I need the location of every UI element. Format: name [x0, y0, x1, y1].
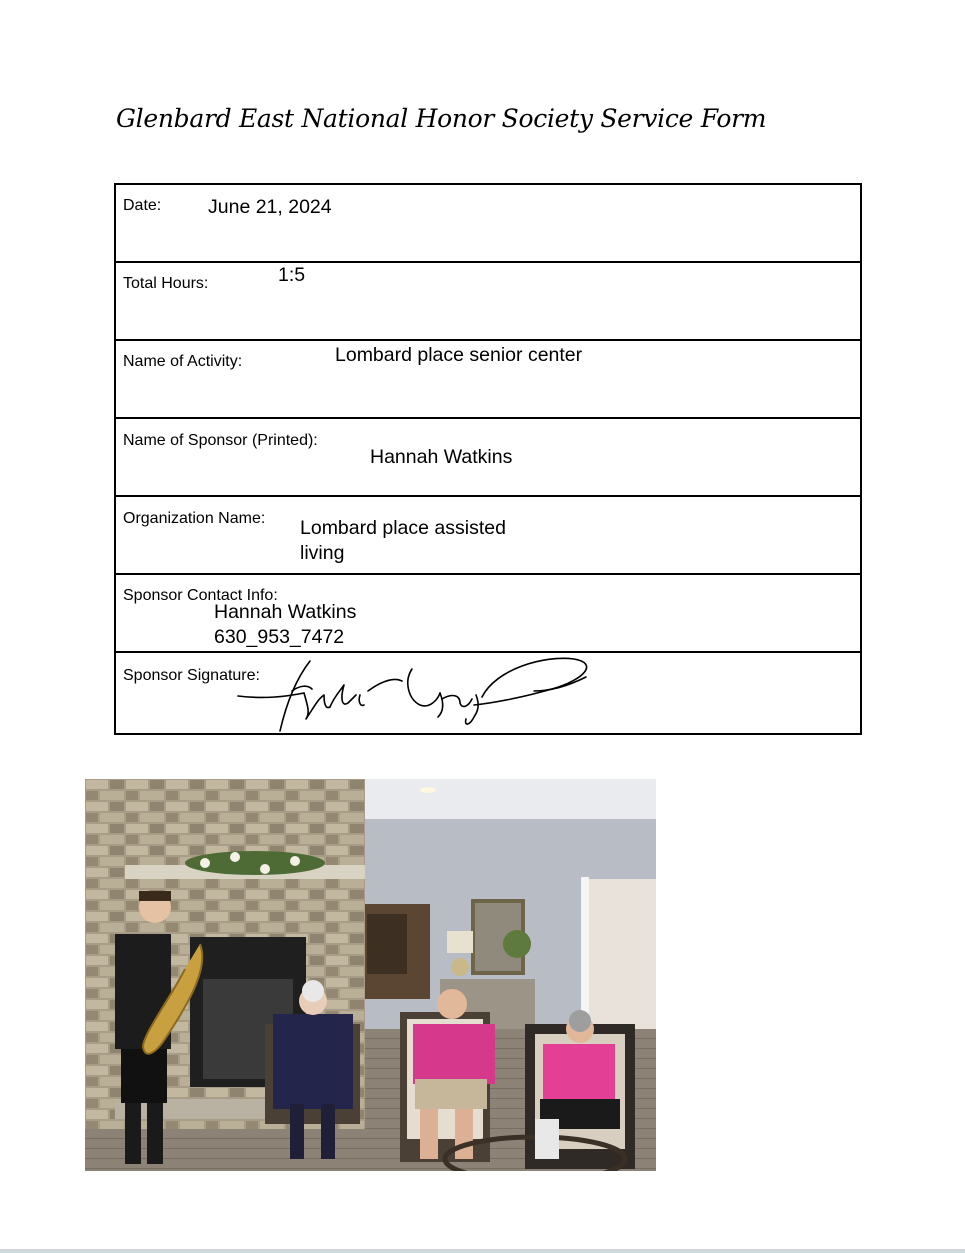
activity-label: Name of Activity: — [123, 353, 243, 370]
organization-label: Organization Name: — [123, 510, 266, 527]
row-date — [116, 185, 860, 263]
row-total-hours — [116, 263, 860, 341]
organization-value-line2[interactable]: living — [300, 542, 345, 564]
form-title: Glenbard East National Honor Society Service Form — [116, 104, 767, 133]
total-hours-value[interactable]: 1:5 — [278, 264, 306, 286]
contact-label: Sponsor Contact Info: — [123, 587, 278, 604]
row-organization — [116, 497, 860, 575]
page-bottom-edge — [0, 1249, 965, 1253]
contact-value-line2[interactable]: 630_953_7472 — [214, 626, 345, 648]
sponsor-name-value[interactable]: Hannah Watkins — [370, 446, 513, 468]
photo-scene-icon — [85, 779, 656, 1171]
contact-value-line1[interactable]: Hannah Watkins — [214, 601, 357, 623]
row-contact — [116, 575, 860, 653]
date-value[interactable]: June 21, 2024 — [208, 196, 332, 218]
organization-value-line1[interactable]: Lombard place assisted — [300, 517, 506, 539]
total-hours-label: Total Hours: — [123, 275, 209, 292]
handwritten-signature[interactable] — [234, 655, 594, 733]
service-form-table — [114, 183, 862, 735]
row-signature — [116, 653, 860, 733]
sponsor-name-label: Name of Sponsor (Printed): — [123, 432, 318, 449]
activity-value[interactable]: Lombard place senior center — [335, 344, 583, 366]
volunteer-photo — [85, 779, 656, 1171]
row-sponsor-name — [116, 419, 860, 497]
date-label: Date: — [123, 197, 162, 214]
signature-label: Sponsor Signature: — [123, 667, 260, 684]
row-activity — [116, 341, 860, 419]
